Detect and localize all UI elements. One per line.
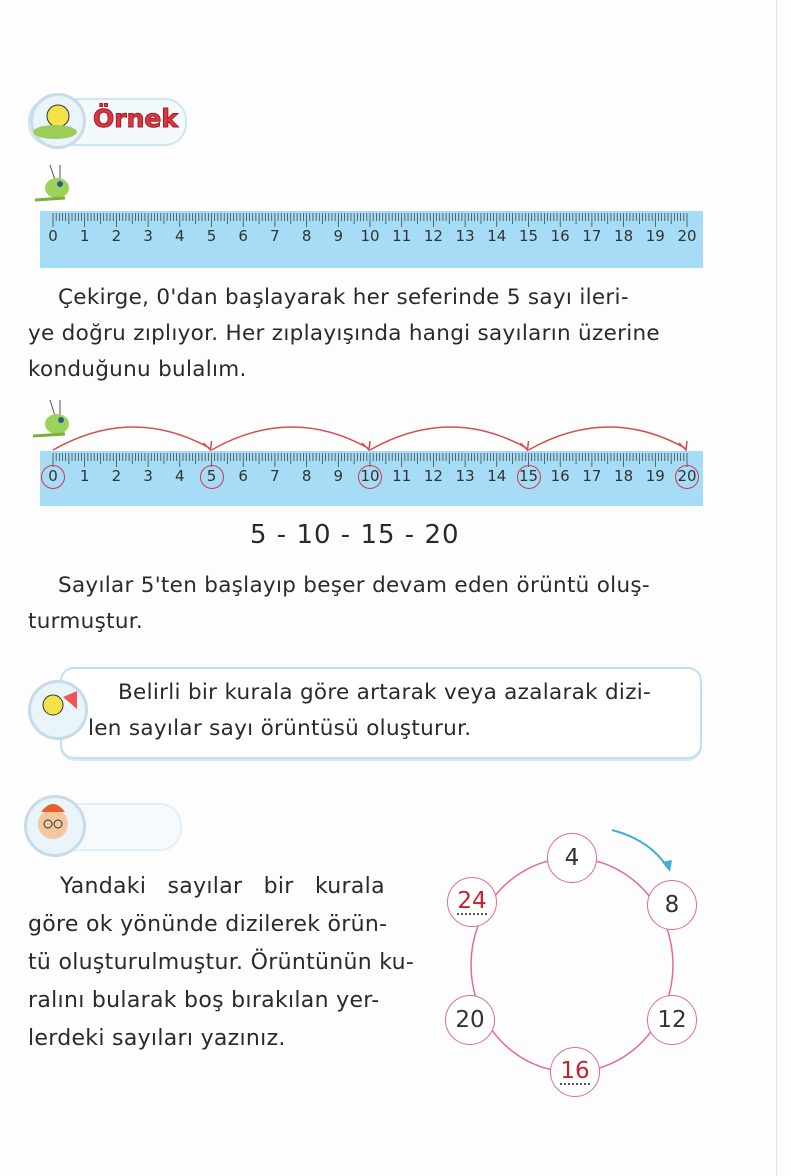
ruler-number: 17 — [582, 227, 602, 245]
text-line: konduğunu bulalım. — [28, 357, 247, 382]
text-line: göre ok yönünde dizilerek örün- — [28, 912, 388, 937]
text-line: Sayılar 5'ten başlayıp beşer devam eden örüntü oluş- — [58, 573, 650, 598]
ruler-number: 7 — [270, 227, 280, 245]
cycle-ring — [471, 858, 673, 1072]
ruler-number: 13 — [455, 227, 475, 245]
sequence-result: 5 - 10 - 15 - 20 — [250, 520, 460, 550]
ruler-number: 12 — [423, 227, 443, 245]
number-node — [547, 833, 597, 883]
example-title: Örnek — [93, 104, 178, 133]
node-value: 8 — [664, 892, 680, 918]
ruler-number: 16 — [550, 467, 570, 485]
text-line: len sayılar sayı örüntüsü oluşturur. — [88, 716, 472, 741]
ruler-number: 11 — [392, 227, 412, 245]
ruler-number: 18 — [614, 467, 634, 485]
number-node — [647, 995, 697, 1045]
ruler-number: 20 — [677, 227, 697, 245]
ruler-number: 10 — [360, 227, 380, 245]
ruler-number: 5 — [206, 467, 217, 485]
text-line: Yandaki sayılar bir kurala — [60, 874, 385, 899]
ruler-number: 15 — [518, 227, 539, 245]
ruler-number: 12 — [423, 467, 443, 485]
node-value: 4 — [564, 845, 580, 871]
ruler-number: 14 — [487, 227, 507, 245]
ruler-number: 9 — [333, 467, 344, 485]
ruler-number: 3 — [143, 227, 153, 245]
node-value: 24 — [457, 888, 487, 914]
ruler-number: 2 — [111, 227, 122, 245]
text-line: lerdeki sayıları yazınız. — [28, 1026, 286, 1051]
ruler-number: 19 — [645, 227, 665, 245]
text-line: turmuştur. — [28, 609, 144, 634]
ruler-number: 17 — [582, 467, 602, 485]
text-line: ye doğru zıplıyor. Her zıplayışında hangi sayıların üzerine — [28, 321, 660, 346]
ruler-number: 1 — [79, 227, 90, 245]
ruler-number: 15 — [518, 467, 539, 485]
ruler-number: 0 — [48, 227, 58, 245]
number-node — [647, 880, 697, 930]
ruler-number: 4 — [175, 227, 185, 245]
node-value: 20 — [455, 1007, 485, 1033]
text-line: Belirli bir kurala göre artarak veya azalarak dizi- — [118, 680, 652, 705]
text-line: ralını bularak boş bırakılan yer- — [28, 988, 380, 1013]
ruler-number: 16 — [550, 227, 570, 245]
ruler-number: 6 — [238, 227, 248, 245]
ruler-number: 2 — [111, 467, 122, 485]
ruler-number: 10 — [360, 467, 380, 485]
ruler-number: 13 — [455, 467, 475, 485]
answer-node[interactable] — [447, 877, 497, 927]
text-line: tü oluşturulmuştur. Örüntünün ku- — [28, 950, 415, 975]
ruler-number: 20 — [677, 467, 697, 485]
ruler-number: 7 — [270, 467, 280, 485]
text-line: Çekirge, 0'dan başlayarak her seferinde 5 sayı ileri- — [58, 285, 629, 310]
ruler-number: 8 — [301, 467, 312, 485]
ruler-number: 4 — [175, 467, 185, 485]
ruler-number: 9 — [333, 227, 344, 245]
ruler-number: 0 — [48, 467, 58, 485]
ruler-number: 11 — [392, 467, 412, 485]
ruler-number: 18 — [614, 227, 634, 245]
ruler-number: 6 — [238, 467, 248, 485]
answer-node[interactable] — [550, 1047, 600, 1097]
ruler-number: 3 — [143, 467, 153, 485]
ruler-number: 1 — [79, 467, 90, 485]
ruler-number: 14 — [487, 467, 507, 485]
ruler-number: 8 — [301, 227, 312, 245]
ruler-number: 19 — [645, 467, 665, 485]
ruler-number: 5 — [206, 227, 217, 245]
node-value: 16 — [560, 1058, 590, 1084]
direction-arrow-icon — [612, 830, 668, 868]
node-value: 12 — [657, 1007, 687, 1033]
number-node — [445, 995, 495, 1045]
